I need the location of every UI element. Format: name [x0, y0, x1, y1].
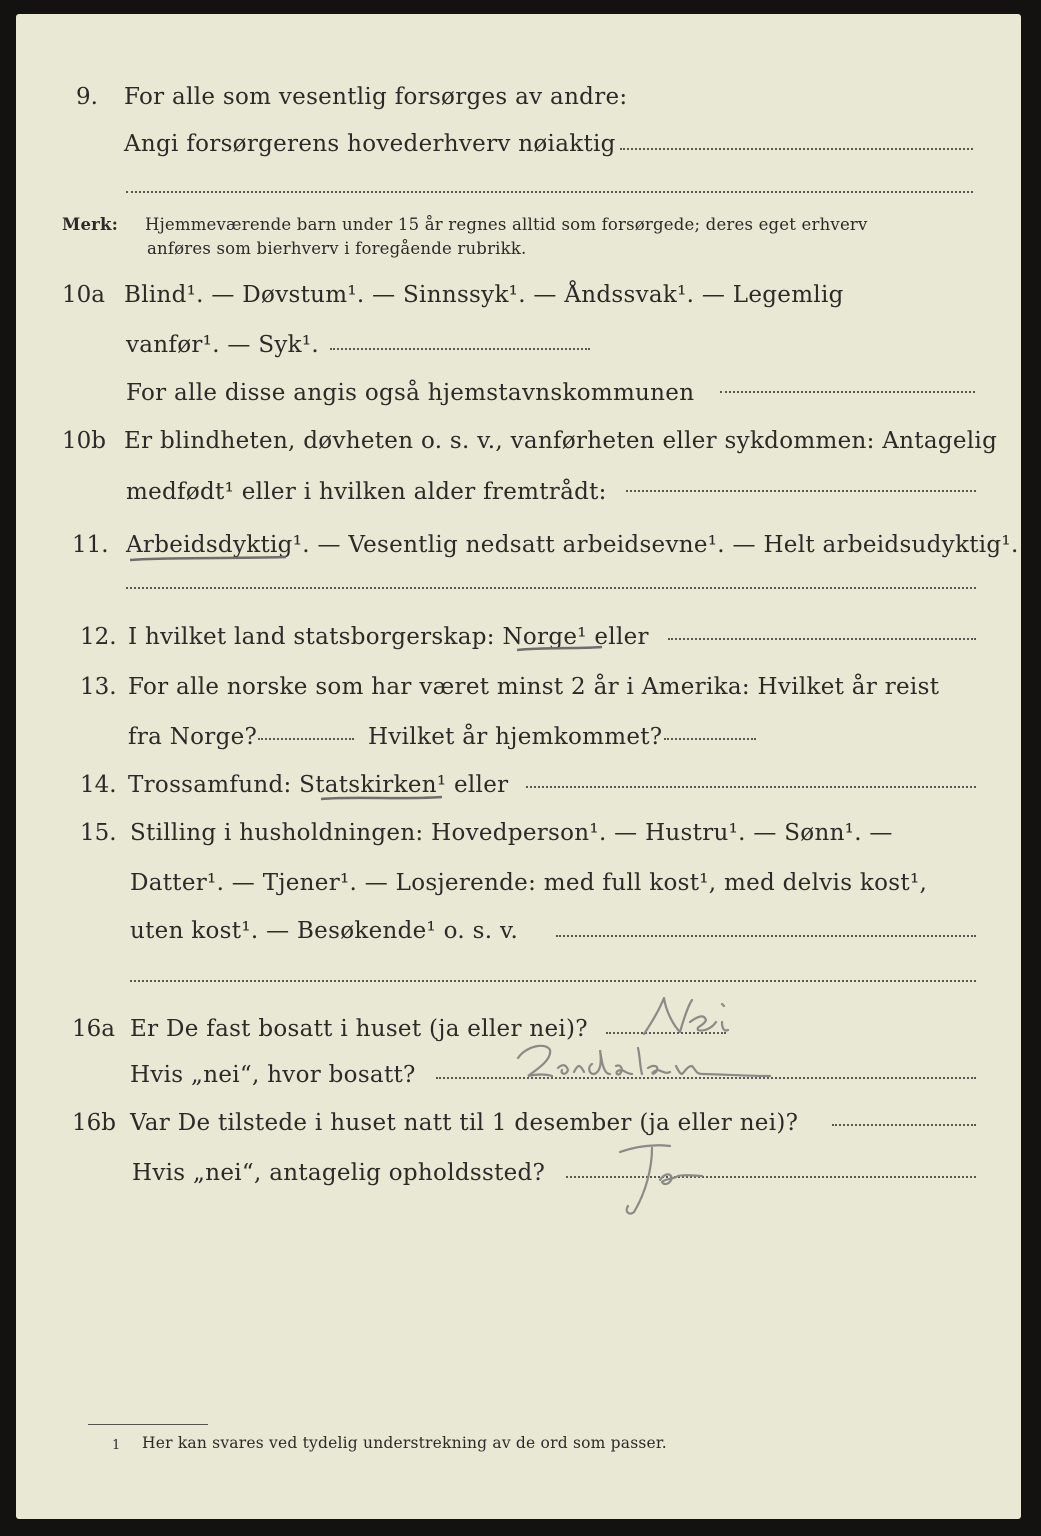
question-text: Trossamfund: Statskirken¹ eller — [128, 772, 509, 798]
question-text: Datter¹. — Tjener¹. — Losjerende: med full kost¹, med delvis kost¹, — [130, 870, 928, 896]
question-text: Hvilket år hjemkommet? — [368, 724, 663, 750]
question-text: Angi forsørgerens hovederhverv nøiaktig — [124, 131, 616, 157]
footnote-text: Her kan svares ved tydelig understrekning av de ord som passer. — [142, 1434, 667, 1452]
pencil-underline — [514, 642, 614, 658]
footnote-mark: 1 — [112, 1438, 121, 1453]
answer-line — [258, 738, 354, 740]
item-number: 16b — [72, 1110, 116, 1136]
question-text: Arbeidsdyktig¹. — Vesentlig nedsatt arbeidsevne¹. — Helt arbeidsudyktig¹. — [126, 532, 1019, 558]
item-number: 16a — [72, 1016, 115, 1042]
question-text: Er blindheten, døvheten o. s. v., vanførheten eller sykdommen: Antagelig — [124, 428, 998, 454]
item-number: 11. — [72, 532, 109, 558]
answer-line — [620, 148, 973, 150]
answer-line — [330, 348, 590, 350]
question-text: Er De fast bosatt i huset (ja eller nei)? — [130, 1016, 588, 1042]
answer-line — [626, 490, 976, 492]
answer-line — [126, 587, 976, 589]
answer-line — [526, 786, 976, 788]
item-number: 9. — [76, 84, 98, 110]
question-text: Stilling i husholdningen: Hovedperson¹. — Hustru¹. — Sønn¹. — — [130, 820, 893, 846]
question-text: medfødt¹ eller i hvilken alder fremtrådt: — [126, 479, 607, 505]
question-text: uten kost¹. — Besøkende¹ o. s. v. — [130, 918, 519, 944]
pencil-underline — [126, 552, 296, 568]
answer-line — [668, 638, 976, 640]
answer-line — [556, 935, 976, 937]
footnote-rule — [88, 1424, 208, 1425]
answer-line — [664, 738, 756, 740]
note-text: Hjemmeværende barn under 15 år regnes alltid som forsørgede; deres eget erhverv — [145, 215, 868, 234]
item-number: 15. — [80, 820, 117, 846]
note-label: Merk: — [62, 215, 118, 234]
item-number: 10b — [62, 428, 106, 454]
question-text: fra Norge? — [128, 724, 258, 750]
item-number: 10a — [62, 282, 105, 308]
item-number: 12. — [80, 624, 117, 650]
answer-line — [130, 980, 976, 982]
pencil-underline — [318, 791, 448, 807]
handwritten-answer-nei — [634, 992, 774, 1042]
census-form-page — [16, 14, 1021, 1519]
question-text: I hvilket land statsborgerskap: Norge¹ eller — [128, 624, 649, 650]
answer-line — [832, 1124, 976, 1126]
question-text: vanfør¹. — Syk¹. — [126, 332, 320, 358]
answer-line — [720, 391, 975, 393]
question-text: Hvis „nei“, hvor bosatt? — [130, 1062, 416, 1088]
handwritten-answer-ja — [606, 1132, 746, 1222]
item-number: 13. — [80, 674, 117, 700]
answer-line — [126, 191, 973, 193]
handwritten-answer-place — [506, 1036, 786, 1086]
question-text: Blind¹. — Døvstum¹. — Sinnssyk¹. — Åndssvak¹. — Legemlig — [124, 282, 844, 308]
question-text: For alle norske som har været minst 2 år i Amerika: Hvilket år reist — [128, 674, 940, 700]
note-text: anføres som bierhverv i foregående rubrikk. — [147, 239, 527, 258]
question-text: For alle som vesentlig forsørges av andre: — [124, 84, 628, 110]
question-text: Var De tilstede i huset natt til 1 desember (ja eller nei)? — [130, 1110, 799, 1136]
question-text: Hvis „nei“, antagelig opholdssted? — [132, 1160, 546, 1186]
question-text: For alle disse angis også hjemstavnskommunen — [126, 380, 695, 406]
item-number: 14. — [80, 772, 117, 798]
